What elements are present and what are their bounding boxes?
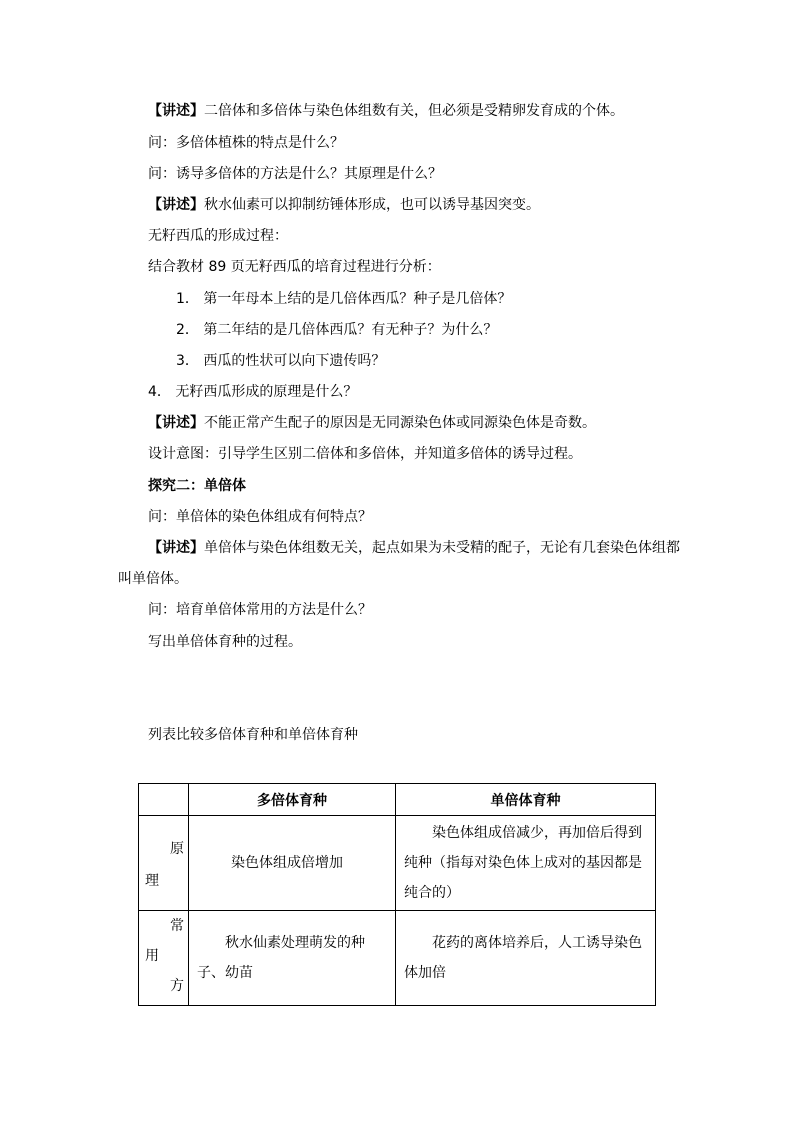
section-heading-haploid: 探究二：单倍体: [148, 478, 246, 494]
question-haploid-composition: 问：单倍体的染色体组成有何特点？: [148, 509, 372, 525]
row-label-char: 原: [170, 841, 184, 857]
row-label-principle: [139, 816, 189, 911]
numbered-question-4: 4． 无籽西瓜形成的原理是什么？: [148, 384, 358, 400]
paragraph-lecture-3: [148, 413, 596, 433]
lecture-tag: 【讲述】: [148, 197, 204, 213]
numbered-question-1: 1． 第一年母本上结的是几倍体西瓜？种子是几倍体？: [176, 291, 512, 307]
lecture-text: 不能正常产生配子的原因是无同源染色体或同源染色体是奇数。: [204, 415, 596, 431]
table-row-principle: [139, 816, 656, 911]
lecture-tag: 【讲述】: [148, 415, 204, 431]
row-label-method: [139, 911, 189, 1006]
paragraph-lecture-4: [148, 538, 680, 558]
paragraph-lecture-2: [148, 195, 540, 215]
numbered-question-3: 3． 西瓜的性状可以向下遗传吗？: [176, 353, 386, 369]
cell-haploid-method: [396, 911, 656, 1006]
row-label-char: 理: [145, 873, 159, 889]
seedless-watermelon-heading: 无籽西瓜的形成过程：: [148, 228, 288, 244]
row-label-char: 方: [170, 978, 184, 994]
question-polyploid-features: 问：多倍体植株的特点是什么？: [148, 135, 344, 151]
row-label-char: 用: [145, 948, 159, 964]
lecture-tag: 【讲述】: [148, 540, 204, 556]
table-caption: 列表比较多倍体育种和单倍体育种: [148, 727, 358, 743]
paragraph-lecture-1: [148, 101, 624, 121]
numbered-question-2: 2． 第二年结的是几倍体西瓜？有无种子？为什么？: [176, 322, 498, 338]
cell-polyploid-principle: [189, 816, 396, 911]
task-haploid-breeding: 写出单倍体育种的过程。: [148, 634, 302, 650]
header-haploid: 单倍体育种: [396, 784, 656, 816]
table-row-method: [139, 911, 656, 1006]
design-intent: 设计意图：引导学生区别二倍体和多倍体，并知道多倍体的诱导过程。: [148, 446, 582, 462]
cell-haploid-principle: [396, 816, 656, 911]
header-polyploid: 多倍体育种: [189, 784, 396, 816]
question-haploid-methods: 问：培育单倍体常用的方法是什么？: [148, 602, 372, 618]
lecture-tag: 【讲述】: [148, 103, 204, 119]
table-header-row: [139, 784, 656, 816]
lecture-text: 二倍体和多倍体与染色体组数有关，但必须是受精卵发育成的个体。: [204, 103, 624, 119]
question-induce-polyploid: 问：诱导多倍体的方法是什么？其原理是什么？: [148, 166, 442, 182]
cell-text: 秋水仙素处理萌发的种子、幼苗: [197, 935, 365, 981]
textbook-analysis-intro: 结合教材 89 页无籽西瓜的培育过程进行分析：: [148, 259, 441, 275]
lecture-text: 单倍体与染色体组数无关，起点如果为未受精的配子，无论有几套染色体组都: [204, 540, 680, 556]
comparison-table: [138, 783, 656, 1006]
cell-polyploid-method: [189, 911, 396, 1006]
cell-text: 染色体组成倍减少，再加倍后得到纯种（指每对染色体上成对的基因都是纯合的）: [404, 825, 642, 901]
header-empty-cell: [139, 784, 189, 816]
lecture-continuation: 叫单倍体。: [118, 571, 188, 587]
row-label-char: 常: [170, 918, 184, 934]
lecture-text: 秋水仙素可以抑制纺锤体形成，也可以诱导基因突变。: [204, 197, 540, 213]
cell-text: 染色体组成倍增加: [231, 855, 343, 871]
cell-text: 花药的离体培养后，人工诱导染色体加倍: [404, 935, 642, 981]
